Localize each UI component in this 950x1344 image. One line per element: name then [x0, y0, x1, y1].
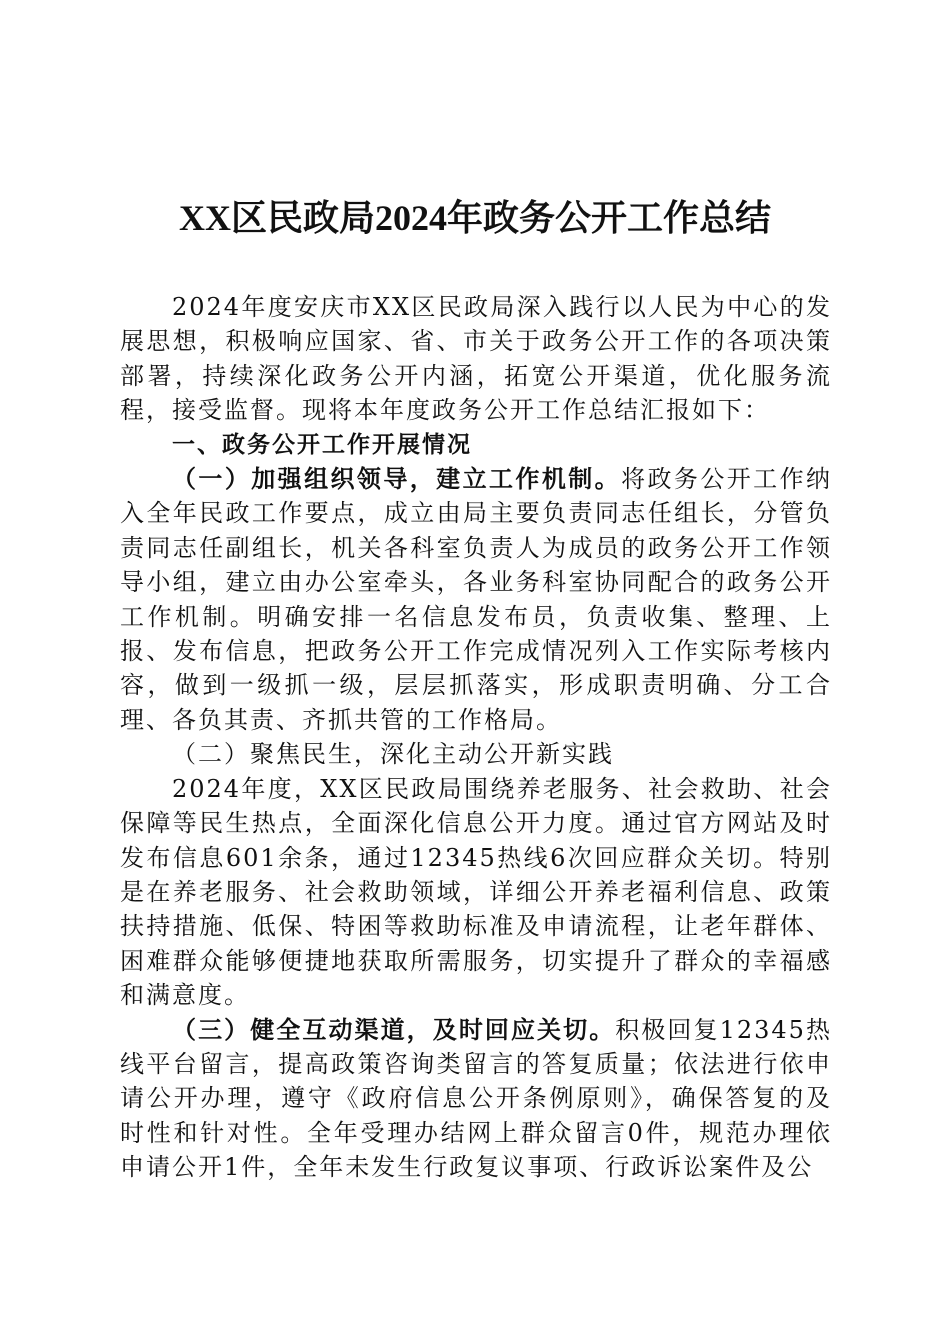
- document-title: XX区民政局2024年政务公开工作总结: [179, 198, 771, 238]
- item1-lead: （一）加强组织领导，建立工作机制。: [172, 464, 622, 494]
- item2-heading: （二）聚焦民生，深化主动公开新实践: [172, 740, 614, 769]
- item3-paragraph: [120, 1013, 832, 1185]
- item3-text: 积极回复12345热线平台留言，提高政策咨询类留言的答复质量；依法进行依申请公开办理，遵守《政府信息公开条例原则》，确保答复的及时性和针对性。全年受理办结网上群众留言0件，规范办理依申请公开1件，全年未发生行政复议事项、行政诉讼案件及公: [120, 1015, 833, 1182]
- item2-paragraph: 2024年度，XX区民政局围绕养老服务、社会救助、社会保障等民生热点，全面深化信息公开力度。通过官方网站及时发布信息601余条，通过12345热线6次回应群众关切。特别是在养老服务、社会救助领域，详细公开养老福利信息、政策扶持措施、低保、特困等救助标准及申请流程，让老年群体、困难群众能够便捷地获取所需服务，切实提升了群众的幸福感和满意度。: [120, 774, 832, 1010]
- item3-lead: （三）健全互动渠道，及时回应关切。: [172, 1014, 616, 1044]
- item1-text: 将政务公开工作纳入全年民政工作要点，成立由局主要负责同志任组长，分管负责同志任副组长，机关各科室负责人为成员的政务公开工作领导小组，建立由办公室牵头，各业务科室协同配合的政务公开工作机制。明确安排一名信息发布员，负责收集、整理、上报、发布信息，把政务公开工作完成情况列入工作实际考核内容，做到一级抓一级，层层抓落实，形成职责明确、分工合理、各负其责、齐抓共管的工作格局。: [120, 465, 833, 734]
- item1-paragraph: [120, 462, 832, 737]
- document-body: [120, 290, 832, 1185]
- intro-paragraph: 2024年度安庆市XX区民政局深入践行以人民为中心的发展思想，积极响应国家、省、市关于政务公开工作的各项决策部署，持续深化政务公开内涵，拓宽公开渠道，优化服务流程，接受监督。现将本年度政务公开工作总结汇报如下：: [120, 293, 832, 425]
- section-heading: 一、政务公开工作开展情况: [172, 431, 472, 458]
